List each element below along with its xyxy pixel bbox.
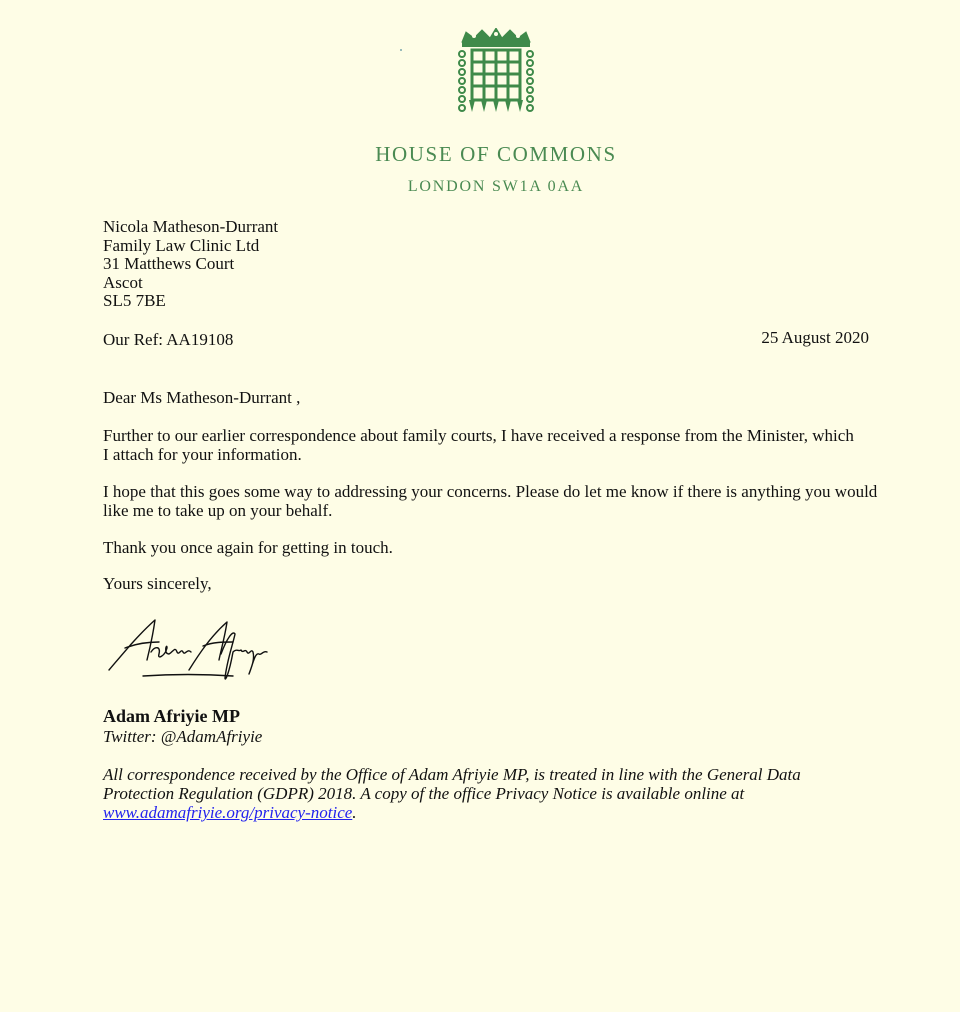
decorative-dot: [400, 49, 402, 51]
handwritten-signature-icon: [103, 608, 273, 686]
body-paragraph: Further to our earlier correspondence about family courts, I have received a response from the Minister, which I attach for your information.: [103, 426, 854, 464]
letterhead-title: HOUSE OF COMMONS: [375, 142, 617, 166]
recipient-name: Nicola Matheson-Durrant: [103, 217, 279, 236]
privacy-notice: [103, 765, 853, 822]
body-paragraph: Thank you once again for getting in touch.: [103, 538, 393, 557]
recipient-postcode: SL5 7BE: [103, 291, 166, 310]
privacy-notice-link[interactable]: www.adamafriyie.org/privacy-notice: [103, 803, 353, 822]
recipient-company: Family Law Clinic Ltd: [103, 235, 260, 255]
letter-date: 25 August 2020: [761, 328, 869, 347]
recipient-street: 31 Matthews Court: [103, 254, 235, 273]
sender-twitter: Twitter: @AdamAfriyie: [103, 727, 263, 746]
privacy-suffix: .: [352, 803, 357, 822]
salutation: Dear Ms Matheson-Durrant ,: [103, 388, 301, 407]
privacy-text: All correspondence received by the Office of Adam Afriyie MP, is treated in line with the General Data Protection Regulation (GDPR) 2018. A copy of the office Privacy Notice is available online at: [103, 765, 801, 803]
portcullis-icon: [456, 28, 536, 116]
recipient-town: Ascot: [103, 272, 143, 292]
sender-name: Adam Afriyie MP: [103, 706, 240, 726]
recipient-address: [103, 218, 278, 311]
letterhead-address: LONDON SW1A 0AA: [407, 178, 585, 195]
our-reference: Our Ref: AA19108: [103, 330, 234, 349]
closing: Yours sincerely,: [103, 574, 212, 593]
body-paragraph: I hope that this goes some way to addressing your concerns. Please do let me know if there is anything you would like me to take up on your behalf.: [103, 482, 878, 520]
